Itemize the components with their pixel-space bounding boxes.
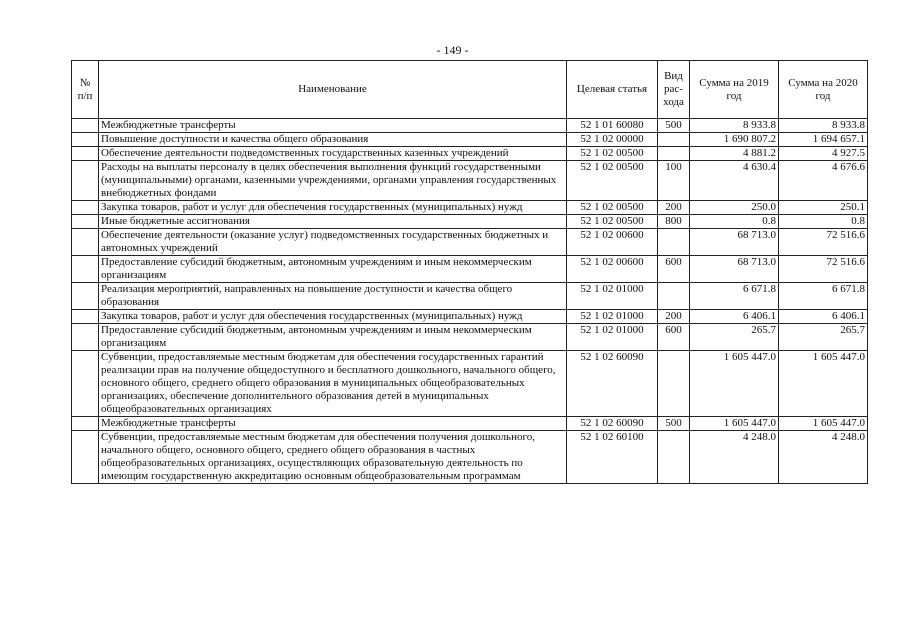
cell-sum-2020: 4 927.5 [779,147,868,161]
cell-sum-2020: 1 605 447.0 [779,351,868,417]
cell-name: Закупка товаров, работ и услуг для обеспечения государственных (муниципальных) нужд [99,310,567,324]
table-row [72,431,868,484]
cell-num [72,147,99,161]
cell-expense-type: 200 [658,201,690,215]
cell-name: Закупка товаров, работ и услуг для обеспечения государственных (муниципальных) нужд [99,201,567,215]
cell-target-article: 52 1 02 60100 [567,431,658,484]
cell-sum-2019: 4 881.2 [690,147,779,161]
cell-num [72,417,99,431]
cell-sum-2020: 250.1 [779,201,868,215]
header-sum-2019: Сумма на 2019 год [690,61,779,119]
cell-expense-type [658,283,690,310]
cell-sum-2020: 4 248.0 [779,431,868,484]
cell-sum-2020: 72 516.6 [779,229,868,256]
cell-target-article: 52 1 02 00600 [567,256,658,283]
table-row [72,417,868,431]
cell-num [72,351,99,417]
cell-num [72,161,99,201]
cell-target-article: 52 1 02 00600 [567,229,658,256]
cell-sum-2020: 1 694 657.1 [779,133,868,147]
cell-target-article: 52 1 02 00000 [567,133,658,147]
cell-num [72,283,99,310]
cell-sum-2020: 1 605 447.0 [779,417,868,431]
cell-num [72,256,99,283]
cell-sum-2020: 6 671.8 [779,283,868,310]
table-row [72,161,868,201]
cell-sum-2019: 1 605 447.0 [690,351,779,417]
cell-name: Субвенции, предоставляемые местным бюджетам для обеспечения государственных гарантий реализации прав на получение общедоступного и бесплатного дошкольного, начального общего, основного общего, среднего общего образования в муниципальных общеобразовательных организациях, обеспечение дополнительного образования детей в муниципальных общеобразовательных организациях [99,351,567,417]
cell-name: Повышение доступности и качества общего образования [99,133,567,147]
cell-num [72,229,99,256]
cell-expense-type [658,351,690,417]
cell-sum-2019: 6 671.8 [690,283,779,310]
table-row [72,119,868,133]
cell-name: Межбюджетные трансферты [99,119,567,133]
cell-sum-2020: 0.8 [779,215,868,229]
cell-num [72,215,99,229]
cell-target-article: 52 1 02 00500 [567,201,658,215]
table-row [72,310,868,324]
cell-sum-2019: 8 933.8 [690,119,779,133]
cell-sum-2019: 6 406.1 [690,310,779,324]
cell-name: Предоставление субсидий бюджетным, автономным учреждениям и иным некоммерческим организациям [99,256,567,283]
cell-target-article: 52 1 02 00500 [567,147,658,161]
cell-expense-type: 200 [658,310,690,324]
cell-name: Реализация мероприятий, направленных на повышение доступности и качества общего образования [99,283,567,310]
page-number: - 149 - [436,43,469,57]
cell-expense-type: 600 [658,324,690,351]
cell-expense-type: 800 [658,215,690,229]
cell-expense-type: 100 [658,161,690,201]
table-header-row [72,61,868,119]
cell-sum-2019: 4 630.4 [690,161,779,201]
cell-target-article: 52 1 02 60090 [567,351,658,417]
cell-name: Обеспечение деятельности подведомственных государственных казенных учреждений [99,147,567,161]
cell-expense-type [658,431,690,484]
cell-expense-type [658,147,690,161]
cell-target-article: 52 1 02 01000 [567,283,658,310]
header-name: Наименование [99,61,567,119]
cell-sum-2019: 1 605 447.0 [690,417,779,431]
table-row [72,256,868,283]
cell-num [72,310,99,324]
table-row [72,283,868,310]
cell-target-article: 52 1 02 60090 [567,417,658,431]
cell-sum-2020: 6 406.1 [779,310,868,324]
cell-name: Обеспечение деятельности (оказание услуг) подведомственных государственных бюджетных и автономных учреждений [99,229,567,256]
cell-sum-2019: 4 248.0 [690,431,779,484]
table-row [72,229,868,256]
cell-expense-type: 600 [658,256,690,283]
cell-name: Субвенции, предоставляемые местным бюджетам для обеспечения получения дошкольного, начального общего, основного общего, среднего общего образования в частных общеобразовательных организациях, осуществляющих образовательную деятельность по имеющим государственную аккредитацию основным общеобразовательным программам [99,431,567,484]
cell-expense-type [658,133,690,147]
table-row [72,215,868,229]
cell-expense-type: 500 [658,119,690,133]
cell-sum-2019: 68 713.0 [690,256,779,283]
cell-expense-type: 500 [658,417,690,431]
cell-target-article: 52 1 02 00500 [567,161,658,201]
cell-num [72,431,99,484]
cell-target-article: 52 1 01 60080 [567,119,658,133]
cell-sum-2020: 72 516.6 [779,256,868,283]
cell-target-article: 52 1 02 01000 [567,310,658,324]
table-row [72,201,868,215]
header-type: Вид рас-хода [658,61,690,119]
cell-sum-2020: 265.7 [779,324,868,351]
cell-target-article: 52 1 02 00500 [567,215,658,229]
table-row [72,324,868,351]
cell-name: Расходы на выплаты персоналу в целях обеспечения выполнения функций государственными (муниципальными) органами, казенными учреждениями, органами управления государственных внебюджетных фондами [99,161,567,201]
cell-sum-2019: 1 690 807.2 [690,133,779,147]
cell-sum-2019: 0.8 [690,215,779,229]
cell-expense-type [658,229,690,256]
cell-name: Предоставление субсидий бюджетным, автономным учреждениям и иным некоммерческим организациям [99,324,567,351]
cell-name: Иные бюджетные ассигнования [99,215,567,229]
cell-sum-2019: 265.7 [690,324,779,351]
header-code: Целевая статья [567,61,658,119]
header-sum-2020: Сумма на 2020 год [779,61,868,119]
table-row [72,351,868,417]
table-row [72,147,868,161]
cell-sum-2020: 4 676.6 [779,161,868,201]
cell-num [72,133,99,147]
cell-num [72,324,99,351]
cell-target-article: 52 1 02 01000 [567,324,658,351]
cell-sum-2019: 68 713.0 [690,229,779,256]
cell-num [72,201,99,215]
cell-sum-2019: 250.0 [690,201,779,215]
cell-name: Межбюджетные трансферты [99,417,567,431]
table-row [72,133,868,147]
header-num: № п/п [72,61,99,119]
cell-sum-2020: 8 933.8 [779,119,868,133]
cell-num [72,119,99,133]
budget-table [71,60,868,484]
